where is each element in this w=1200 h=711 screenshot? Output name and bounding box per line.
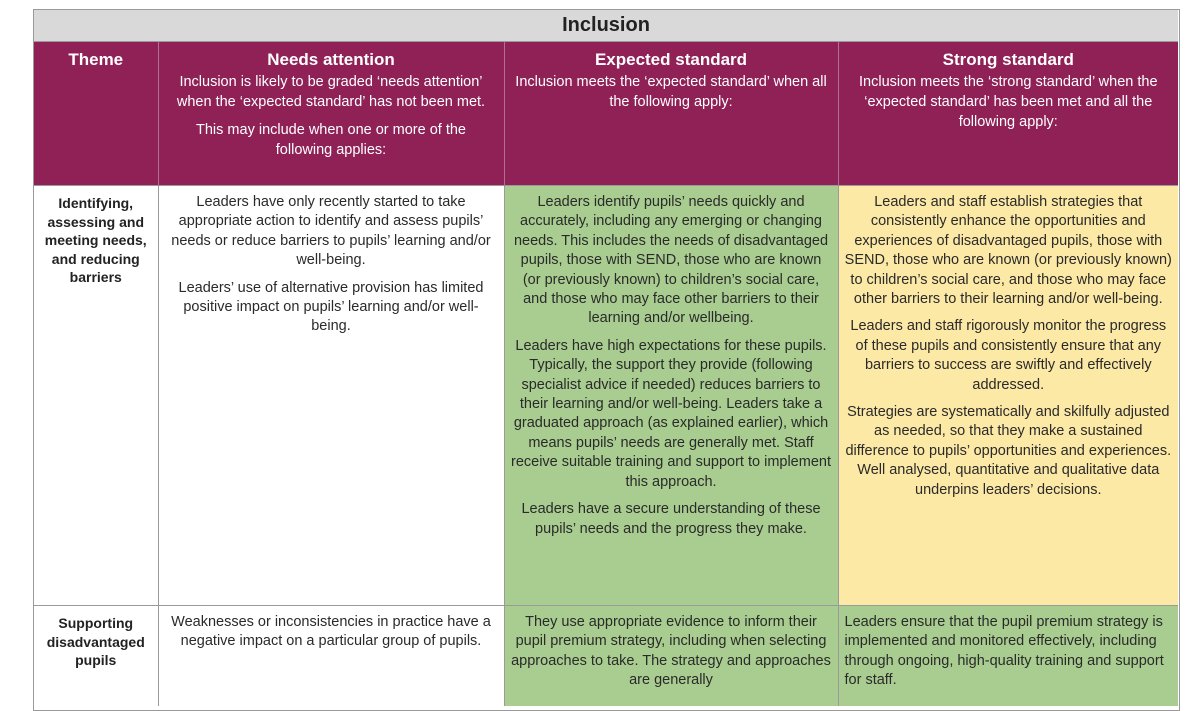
inclusion-rubric-sheet (33, 9, 1180, 711)
needs-attention-cell (158, 186, 504, 606)
header-theme (34, 42, 158, 186)
criterion-text: Leaders have only recently started to take appropriate action to identify and assess pupils’ needs or reduce barriers to pupils’ learning and/or well-being. (171, 194, 491, 269)
strong-standard-cell (838, 186, 1178, 606)
header-needs-attention-desc: Inclusion is likely to be graded ‘needs attention’ when the ‘expected standard’ has not been met. (176, 74, 486, 110)
header-strong-standard (838, 42, 1178, 186)
needs-attention-cell (158, 606, 504, 706)
criterion-text: Leaders identify pupils’ needs quickly and accurately, including any emerging or changing needs. This includes the needs of disadvantaged pupils, those with SEND, those who are known (or previously known) to children’s social care, and those who may face other barriers to their learning and/or wellbeing. (513, 194, 829, 327)
theme-cell: Identifying, assessing and meeting needs, and reducing barriers (34, 186, 158, 606)
header-needs-attention (158, 42, 504, 186)
header-needs-attention-desc2: This may include when one or more of the following applies: (196, 122, 466, 158)
header-strong-desc: Inclusion meets the ‘strong standard’ when the ‘expected standard’ has been met and all the following apply: (859, 74, 1158, 130)
header-needs-attention-title: Needs attention (267, 50, 395, 69)
criterion-text: Leaders and staff rigorously monitor the progress of these pupils and consistently ensure that any barriers to success are swiftly and effectively addressed. (850, 318, 1167, 393)
criterion-text: Leaders’ use of alternative provision has limited positive impact on pupils’ learning and/or well-being. (178, 279, 484, 335)
criterion-text: Strategies are systematically and skilfully adjusted as needed, so that they make a sustained difference to pupils’ opportunities and experiences. Well analysed, quantitative and qualitative data underpins leaders’ decisions. (845, 404, 1172, 498)
table-title: Inclusion (34, 10, 1178, 42)
expected-standard-cell (504, 186, 838, 606)
criterion-text: Leaders have a secure understanding of these pupils’ needs and the progress they make. (521, 501, 821, 537)
expected-standard-cell (504, 606, 838, 706)
criterion-text: They use appropriate evidence to inform their pupil premium strategy, including when selecting approaches to take. The strategy and approaches are generally (511, 614, 831, 689)
header-expected-desc: Inclusion meets the ‘expected standard’ when all the following apply: (515, 74, 827, 110)
inclusion-rubric-table (34, 10, 1178, 706)
criterion-text: Weaknesses or inconsistencies in practice have a negative impact on a particular group of pupils. (171, 614, 491, 650)
header-expected-standard (504, 42, 838, 186)
header-expected-title: Expected standard (594, 50, 748, 69)
criterion-text: Leaders have high expectations for these pupils. Typically, the support they provide (following specialist advice if needed) reduces barriers to their learning and/or well-being. Leaders take a graduated approach (as explained earlier), which means pupils’ needs are generally met. Staff receive suitable training and support to implement this approach. (511, 337, 831, 490)
theme-cell: Supporting disadvantaged pupils (34, 606, 158, 706)
strong-standard-cell (838, 606, 1178, 706)
table-row-disadvantaged-pupils (34, 606, 1178, 706)
header-theme-title: Theme (68, 50, 124, 69)
criterion-text: Leaders ensure that the pupil premium strategy is implemented and monitored effectively, including through ongoing, high-quality training and support for staff. (844, 614, 1164, 689)
table-row-identifying-needs (34, 186, 1178, 606)
criterion-text: Leaders and staff establish strategies that consistently enhance the opportunities and experiences of disadvantaged pupils, those with SEND, those who are known (or previously known) to children’s social care, and those who may face other barriers to their learning and/or well-being. (844, 194, 1172, 308)
header-strong-title: Strong standard (942, 50, 1074, 69)
